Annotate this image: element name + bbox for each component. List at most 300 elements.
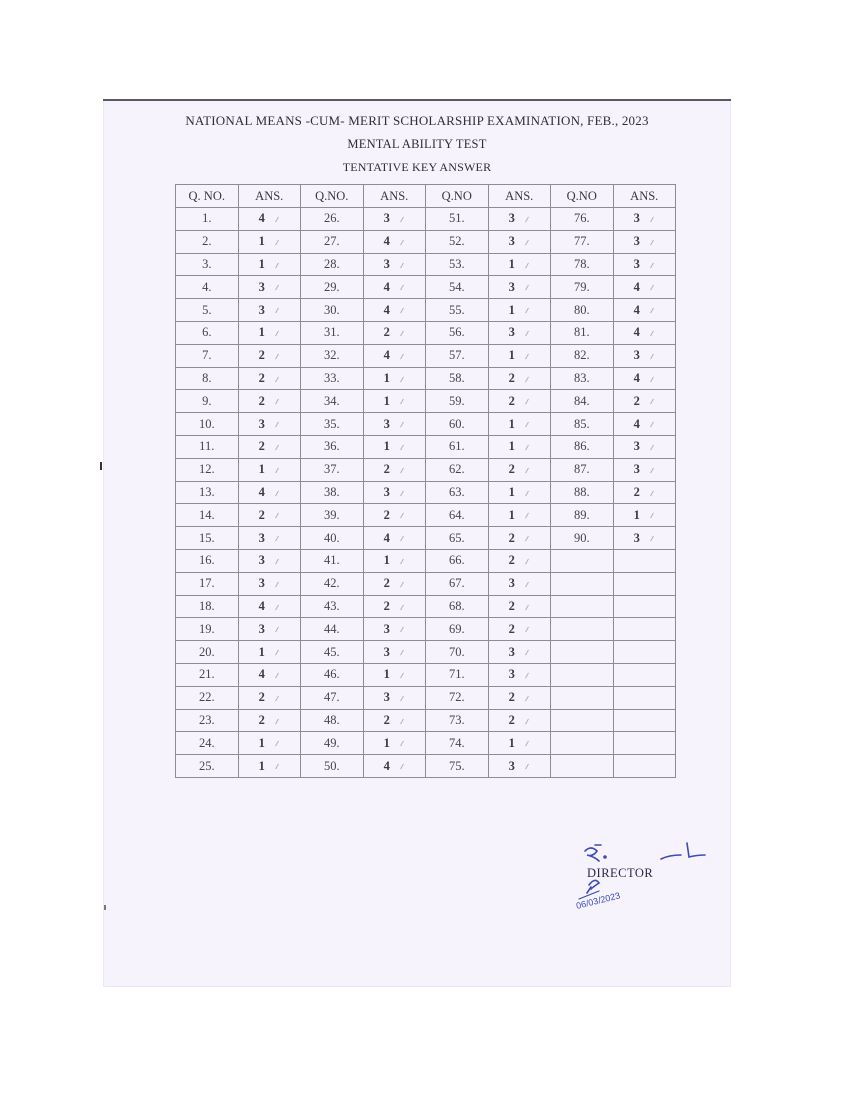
answer-value: 3 (383, 484, 390, 499)
table-row (176, 299, 676, 322)
question-number-cell: 79. (551, 276, 614, 299)
check-tick-icon (275, 741, 279, 747)
answer-cell (613, 663, 676, 686)
answer-value: 2 (383, 712, 390, 727)
answer-value: 2 (258, 712, 265, 727)
question-number-cell: 66. (426, 549, 489, 572)
answer-value: 3 (383, 256, 390, 271)
answer-value: 2 (633, 393, 640, 408)
question-number-cell (551, 572, 614, 595)
question-number-cell: 46. (301, 663, 364, 686)
question-number-cell: 15. (176, 527, 239, 550)
question-number-cell (551, 732, 614, 755)
answer-cell (613, 481, 676, 504)
question-number-cell: 35. (301, 413, 364, 436)
answer-cell (613, 253, 676, 276)
answer-cell (488, 276, 551, 299)
answer-cell (488, 344, 551, 367)
question-number-cell: 33. (301, 367, 364, 390)
check-tick-icon (525, 376, 529, 382)
answer-cell (488, 390, 551, 413)
check-tick-icon (525, 604, 529, 610)
table-row (176, 435, 676, 458)
question-number-cell: 4. (176, 276, 239, 299)
answer-cell (238, 344, 301, 367)
answer-cell (488, 299, 551, 322)
answer-cell (613, 344, 676, 367)
answer-cell (363, 618, 426, 641)
check-tick-icon (650, 331, 654, 337)
check-tick-icon (650, 490, 654, 496)
check-tick-icon (650, 262, 654, 268)
answer-cell (363, 253, 426, 276)
table-row (176, 481, 676, 504)
answer-value: 4 (633, 302, 640, 317)
question-number-cell: 51. (426, 208, 489, 231)
check-tick-icon (275, 718, 279, 724)
answer-cell (363, 299, 426, 322)
answer-value: 3 (633, 211, 640, 226)
answer-value: 2 (383, 576, 390, 591)
check-tick-icon (650, 285, 654, 291)
answer-value: 4 (633, 325, 640, 340)
answer-value: 2 (258, 370, 265, 385)
table-row (176, 641, 676, 664)
check-tick-icon (400, 627, 404, 633)
answer-cell (488, 549, 551, 572)
answer-cell (488, 504, 551, 527)
answer-value: 3 (383, 690, 390, 705)
answer-cell (613, 709, 676, 732)
table-row (176, 572, 676, 595)
question-number-cell: 69. (426, 618, 489, 641)
table-row (176, 458, 676, 481)
scanned-document (103, 99, 731, 987)
question-number-cell: 19. (176, 618, 239, 641)
check-tick-icon (275, 353, 279, 359)
question-number-cell: 73. (426, 709, 489, 732)
answer-cell (488, 458, 551, 481)
question-number-cell: 38. (301, 481, 364, 504)
answer-cell (238, 253, 301, 276)
question-number-cell: 44. (301, 618, 364, 641)
check-tick-icon (525, 285, 529, 291)
check-tick-icon (525, 467, 529, 473)
question-number-cell: 21. (176, 663, 239, 686)
table-row (176, 390, 676, 413)
check-tick-icon (400, 239, 404, 245)
answer-cell (613, 618, 676, 641)
check-tick-icon (275, 467, 279, 473)
check-tick-icon (400, 581, 404, 587)
column-header: ANS. (363, 185, 426, 208)
check-tick-icon (400, 308, 404, 314)
answer-value: 3 (383, 644, 390, 659)
answer-cell (363, 413, 426, 436)
answer-cell (613, 504, 676, 527)
answer-value: 3 (258, 416, 265, 431)
check-tick-icon (275, 627, 279, 633)
answer-value: 2 (633, 484, 640, 499)
answer-cell (363, 732, 426, 755)
question-number-cell: 55. (426, 299, 489, 322)
answer-cell (488, 755, 551, 778)
column-header: ANS. (488, 185, 551, 208)
answer-value: 4 (258, 667, 265, 682)
answer-value: 2 (508, 553, 515, 568)
director-signature-stamp (565, 837, 715, 927)
check-tick-icon (525, 673, 529, 679)
answer-cell (613, 230, 676, 253)
check-tick-icon (525, 262, 529, 268)
check-tick-icon (275, 331, 279, 337)
question-number-cell: 40. (301, 527, 364, 550)
check-tick-icon (275, 559, 279, 565)
answer-value: 1 (383, 553, 390, 568)
answer-cell (488, 618, 551, 641)
question-number-cell: 16. (176, 549, 239, 572)
answer-cell (238, 641, 301, 664)
answer-cell (238, 435, 301, 458)
question-number-cell: 11. (176, 435, 239, 458)
question-number-cell: 45. (301, 641, 364, 664)
answer-cell (363, 686, 426, 709)
column-header: ANS. (613, 185, 676, 208)
answer-value: 2 (508, 690, 515, 705)
question-number-cell: 82. (551, 344, 614, 367)
answer-cell (488, 641, 551, 664)
answer-cell (238, 618, 301, 641)
question-number-cell (551, 663, 614, 686)
answer-cell (363, 458, 426, 481)
answer-value: 4 (383, 302, 390, 317)
answer-value: 3 (383, 416, 390, 431)
answer-cell (363, 709, 426, 732)
answer-value: 1 (258, 758, 265, 773)
check-tick-icon (650, 536, 654, 542)
answer-cell (363, 504, 426, 527)
answer-cell (613, 299, 676, 322)
check-tick-icon (275, 490, 279, 496)
check-tick-icon (400, 376, 404, 382)
answer-cell (488, 732, 551, 755)
answer-cell (613, 732, 676, 755)
answer-value: 3 (633, 234, 640, 249)
question-number-cell: 9. (176, 390, 239, 413)
question-number-cell: 28. (301, 253, 364, 276)
question-number-cell: 54. (426, 276, 489, 299)
check-tick-icon (275, 262, 279, 268)
question-number-cell: 87. (551, 458, 614, 481)
check-tick-icon (525, 513, 529, 519)
answer-value: 4 (258, 598, 265, 613)
check-tick-icon (275, 399, 279, 405)
answer-value: 2 (258, 439, 265, 454)
question-number-cell: 65. (426, 527, 489, 550)
check-tick-icon (525, 627, 529, 633)
question-number-cell: 60. (426, 413, 489, 436)
answer-cell (363, 390, 426, 413)
answer-value: 4 (383, 234, 390, 249)
answer-value: 1 (508, 484, 515, 499)
answer-value: 1 (258, 735, 265, 750)
answer-value: 4 (633, 279, 640, 294)
check-tick-icon (400, 536, 404, 542)
answer-cell (488, 595, 551, 618)
check-tick-icon (525, 695, 529, 701)
answer-cell (613, 367, 676, 390)
answer-value: 2 (383, 507, 390, 522)
answer-value: 3 (258, 530, 265, 545)
answer-cell (488, 663, 551, 686)
check-tick-icon (275, 217, 279, 223)
answer-value: 2 (508, 712, 515, 727)
check-tick-icon (525, 308, 529, 314)
question-number-cell (551, 641, 614, 664)
question-number-cell: 48. (301, 709, 364, 732)
check-tick-icon (400, 490, 404, 496)
answer-cell (238, 709, 301, 732)
check-tick-icon (525, 353, 529, 359)
answer-value: 3 (258, 576, 265, 591)
answer-cell (613, 686, 676, 709)
answer-value: 1 (508, 735, 515, 750)
check-tick-icon (650, 239, 654, 245)
question-number-cell: 34. (301, 390, 364, 413)
question-number-cell: 56. (426, 321, 489, 344)
answer-value: 3 (508, 667, 515, 682)
answer-cell (363, 367, 426, 390)
answer-cell (488, 481, 551, 504)
question-number-cell: 43. (301, 595, 364, 618)
question-number-cell: 6. (176, 321, 239, 344)
answer-key-table (175, 184, 676, 778)
answer-cell (238, 732, 301, 755)
answer-value: 3 (258, 553, 265, 568)
answer-cell (488, 321, 551, 344)
table-row (176, 663, 676, 686)
check-tick-icon (525, 399, 529, 405)
check-tick-icon (400, 650, 404, 656)
check-tick-icon (275, 695, 279, 701)
check-tick-icon (650, 376, 654, 382)
question-number-cell: 86. (551, 435, 614, 458)
question-number-cell: 71. (426, 663, 489, 686)
question-number-cell: 30. (301, 299, 364, 322)
question-number-cell: 1. (176, 208, 239, 231)
answer-value: 3 (508, 234, 515, 249)
check-tick-icon (650, 422, 654, 428)
question-number-cell (551, 618, 614, 641)
answer-cell (363, 276, 426, 299)
column-header: ANS. (238, 185, 301, 208)
question-number-cell: 31. (301, 321, 364, 344)
question-number-cell: 88. (551, 481, 614, 504)
check-tick-icon (650, 217, 654, 223)
check-tick-icon (525, 559, 529, 565)
answer-value: 4 (633, 416, 640, 431)
check-tick-icon (400, 741, 404, 747)
answer-value: 2 (258, 348, 265, 363)
check-tick-icon (650, 353, 654, 359)
question-number-cell: 27. (301, 230, 364, 253)
question-number-cell: 39. (301, 504, 364, 527)
answer-value: 3 (633, 439, 640, 454)
answer-cell (238, 663, 301, 686)
answer-cell (488, 413, 551, 436)
check-tick-icon (525, 490, 529, 496)
answer-cell (238, 481, 301, 504)
answer-cell (363, 549, 426, 572)
answer-cell (488, 230, 551, 253)
answer-value: 3 (508, 211, 515, 226)
answer-value: 2 (508, 462, 515, 477)
question-number-cell: 62. (426, 458, 489, 481)
answer-cell (363, 435, 426, 458)
answer-cell (363, 755, 426, 778)
check-tick-icon (400, 399, 404, 405)
table-row (176, 321, 676, 344)
check-tick-icon (275, 650, 279, 656)
question-number-cell: 67. (426, 572, 489, 595)
question-number-cell (551, 709, 614, 732)
check-tick-icon (275, 308, 279, 314)
answer-cell (238, 299, 301, 322)
question-number-cell: 78. (551, 253, 614, 276)
question-number-cell: 26. (301, 208, 364, 231)
answer-value: 3 (258, 302, 265, 317)
answer-cell (488, 709, 551, 732)
table-row (176, 618, 676, 641)
answer-value: 3 (383, 211, 390, 226)
check-tick-icon (400, 513, 404, 519)
answer-value: 3 (508, 279, 515, 294)
answer-value: 3 (383, 621, 390, 636)
table-row (176, 709, 676, 732)
answer-value: 2 (508, 393, 515, 408)
check-tick-icon (400, 445, 404, 451)
question-number-cell: 23. (176, 709, 239, 732)
question-number-cell: 10. (176, 413, 239, 436)
check-tick-icon (275, 239, 279, 245)
question-number-cell: 18. (176, 595, 239, 618)
check-tick-icon (400, 353, 404, 359)
question-number-cell: 3. (176, 253, 239, 276)
answer-value: 2 (508, 370, 515, 385)
check-tick-icon (275, 513, 279, 519)
check-tick-icon (400, 604, 404, 610)
question-number-cell: 77. (551, 230, 614, 253)
check-tick-icon (400, 217, 404, 223)
check-tick-icon (400, 467, 404, 473)
question-number-cell: 52. (426, 230, 489, 253)
answer-cell (238, 230, 301, 253)
question-number-cell (551, 549, 614, 572)
table-row (176, 549, 676, 572)
check-tick-icon (525, 536, 529, 542)
question-number-cell (551, 595, 614, 618)
answer-value: 1 (383, 370, 390, 385)
answer-cell (613, 572, 676, 595)
question-number-cell: 12. (176, 458, 239, 481)
check-tick-icon (400, 285, 404, 291)
table-row (176, 253, 676, 276)
answer-cell (613, 413, 676, 436)
scan-artifact (100, 462, 102, 470)
answer-cell (613, 549, 676, 572)
check-tick-icon (400, 559, 404, 565)
svg-text:06/03/2023: 06/03/2023 (575, 890, 622, 911)
answer-cell (238, 367, 301, 390)
question-number-cell: 36. (301, 435, 364, 458)
answer-value: 3 (508, 325, 515, 340)
table-header-row (176, 185, 676, 208)
check-tick-icon (275, 285, 279, 291)
table-row (176, 230, 676, 253)
answer-cell (488, 686, 551, 709)
question-number-cell: 85. (551, 413, 614, 436)
check-tick-icon (275, 604, 279, 610)
check-tick-icon (525, 331, 529, 337)
column-header: Q.NO (551, 185, 614, 208)
answer-value: 1 (383, 735, 390, 750)
answer-value: 3 (508, 644, 515, 659)
director-label: DIRECTOR (587, 866, 654, 880)
check-tick-icon (275, 422, 279, 428)
answer-value: 3 (258, 621, 265, 636)
question-number-cell: 20. (176, 641, 239, 664)
answer-cell (363, 595, 426, 618)
question-number-cell: 22. (176, 686, 239, 709)
check-tick-icon (525, 650, 529, 656)
answer-value: 1 (258, 644, 265, 659)
answer-value: 1 (383, 439, 390, 454)
check-tick-icon (650, 513, 654, 519)
answer-cell (488, 527, 551, 550)
check-tick-icon (400, 718, 404, 724)
question-number-cell: 74. (426, 732, 489, 755)
answer-cell (613, 276, 676, 299)
answer-value: 1 (258, 256, 265, 271)
answer-cell (238, 504, 301, 527)
question-number-cell: 84. (551, 390, 614, 413)
answer-cell (488, 208, 551, 231)
table-row (176, 276, 676, 299)
answer-cell (363, 663, 426, 686)
answer-cell (363, 344, 426, 367)
answer-cell (238, 755, 301, 778)
check-tick-icon (275, 764, 279, 770)
check-tick-icon (400, 673, 404, 679)
answer-value: 1 (633, 507, 640, 522)
table-row (176, 367, 676, 390)
question-number-cell: 13. (176, 481, 239, 504)
question-number-cell (551, 686, 614, 709)
answer-cell (488, 435, 551, 458)
check-tick-icon (525, 445, 529, 451)
answer-value: 1 (383, 393, 390, 408)
answer-cell (363, 572, 426, 595)
table-row (176, 595, 676, 618)
question-number-cell: 81. (551, 321, 614, 344)
question-number-cell: 25. (176, 755, 239, 778)
table-row (176, 732, 676, 755)
answer-cell (613, 595, 676, 618)
check-tick-icon (525, 718, 529, 724)
answer-cell (238, 686, 301, 709)
answer-cell (238, 413, 301, 436)
answer-value: 3 (633, 462, 640, 477)
